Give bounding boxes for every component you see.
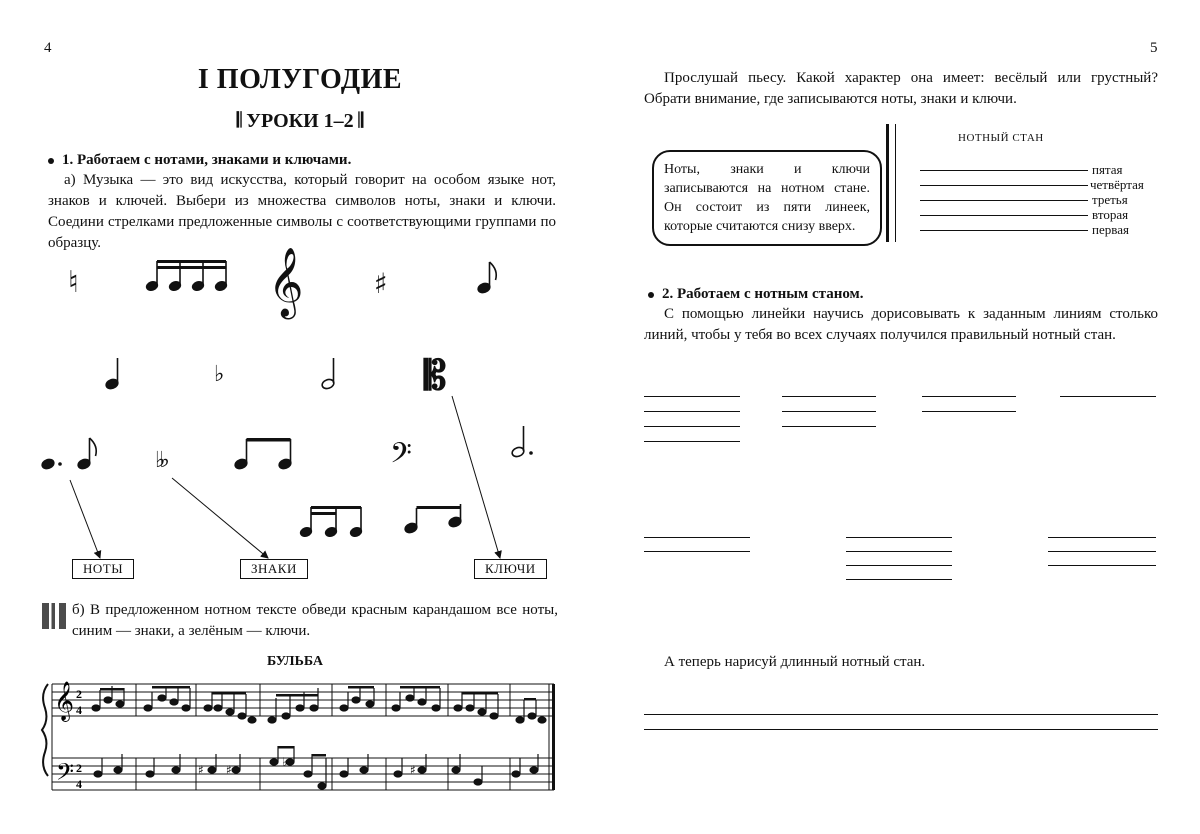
- svg-text:♭: ♭: [282, 755, 288, 769]
- exercise-line: [782, 426, 876, 427]
- staff-line-5: [920, 170, 1088, 171]
- line-name-4: четвёртая: [1090, 177, 1144, 192]
- exercise-line: [644, 551, 750, 552]
- group-label-notes: НОТЫ: [72, 559, 134, 579]
- exercise-line: [782, 411, 876, 412]
- lesson-subtitle: 𝄃 УРОКИ 1–2 𝄂: [236, 110, 364, 132]
- exercise-line: [846, 579, 952, 580]
- staff-bar-thin: [895, 124, 896, 242]
- staff-line-4: [920, 185, 1088, 186]
- svg-text:𝄢: 𝄢: [56, 758, 75, 791]
- sharp-sign-icon: ♯: [374, 267, 388, 300]
- exercise-line: [782, 396, 876, 397]
- bass-clef-icon: 𝄢: [390, 437, 412, 477]
- page-number-right: 5: [1150, 40, 1158, 56]
- svg-text:𝄞: 𝄞: [54, 681, 75, 721]
- exercise-line: [922, 396, 1016, 397]
- exercise-line: [1048, 565, 1156, 566]
- svg-text:♯: ♯: [410, 763, 416, 777]
- info-box: Ноты, знаки и ключи записываются на нотном стане. Он состоит из пяти линеек, которые считаются снизу вверх.: [652, 150, 882, 246]
- svg-text:4: 4: [76, 703, 82, 717]
- staff-bar-thick: [886, 124, 889, 242]
- alto-clef-icon: 𝄡: [424, 353, 447, 399]
- exercise-line: [644, 396, 740, 397]
- long-staff-line: [644, 729, 1158, 730]
- exercise-line: [1060, 396, 1156, 397]
- exercise-line: [644, 441, 740, 442]
- staff-line-3: [920, 200, 1088, 201]
- exercise-line: [846, 551, 952, 552]
- task1-heading-text: 1. Работаем с нотами, знаками и ключами.: [62, 152, 352, 168]
- svg-text:♯: ♯: [198, 763, 204, 777]
- exercise-line: [644, 411, 740, 412]
- staff-title: НОТНЫЙ СТАН: [958, 132, 1044, 144]
- staff-line-2: [920, 215, 1088, 216]
- double-flat-sign-icon: ♭♭: [155, 448, 164, 473]
- long-staff-line: [644, 714, 1158, 715]
- qr-code-icon: [42, 603, 66, 629]
- task1-text-a: а) Музыка — это вид искусства, который говорит на особом языке нот, знаков и ключей. Выбери из множества символов ноты, знаки и ключи. Соедини стрелками предложенные символы с соответствующими группами по образцу.: [48, 172, 556, 251]
- final-text: А теперь нарисуй длинный нотный стан.: [664, 654, 926, 670]
- exercise-line: [1048, 537, 1156, 538]
- line-name-3: третья: [1092, 192, 1128, 207]
- bullet-icon: [648, 292, 654, 298]
- group-label-signs: ЗНАКИ: [240, 559, 308, 579]
- exercise-line: [922, 411, 1016, 412]
- line-name-1: первая: [1092, 222, 1129, 237]
- svg-text:2: 2: [76, 687, 82, 701]
- music-score: [38, 678, 560, 818]
- task2-heading-text: 2. Работаем с нотным станом.: [662, 286, 864, 302]
- exercise-line: [1048, 551, 1156, 552]
- exercise-line: [846, 537, 952, 538]
- exercise-line: [846, 565, 952, 566]
- group-label-clefs: КЛЮЧИ: [474, 559, 547, 579]
- section-title: I ПОЛУГОДИЕ: [197, 64, 403, 95]
- line-name-2: вторая: [1092, 207, 1129, 222]
- score-title: БУЛЬБА: [266, 654, 324, 669]
- line-name-5: пятая: [1092, 162, 1123, 177]
- task2-heading: [648, 286, 864, 303]
- page-number-left: 4: [44, 40, 52, 56]
- task1-text-b: б) В предложенном нотном тексте обведи красным карандашом все ноты, синим — знаки, а зелёным — ключи.: [72, 602, 558, 639]
- exercise-line: [644, 426, 740, 427]
- treble-clef-icon: 𝄞: [268, 247, 304, 317]
- intro-text: Прослушай пьесу. Какой характер она имеет: весёлый или грустный? Обрати внимание, где записываются ноты, знаки и ключи.: [644, 70, 1158, 107]
- exercise-line: [644, 537, 750, 538]
- svg-text:4: 4: [76, 777, 82, 791]
- task2-text: С помощью линейки научись дорисовывать к заданным линиям столько линий, чтобы у тебя во всех случаях получился правильный нотный стан.: [644, 306, 1158, 343]
- svg-text:♯: ♯: [226, 763, 232, 777]
- natural-sign-icon: ♮: [68, 265, 79, 300]
- svg-text:2: 2: [76, 761, 82, 775]
- staff-line-1: [920, 230, 1088, 231]
- flat-sign-icon: ♭: [214, 362, 225, 387]
